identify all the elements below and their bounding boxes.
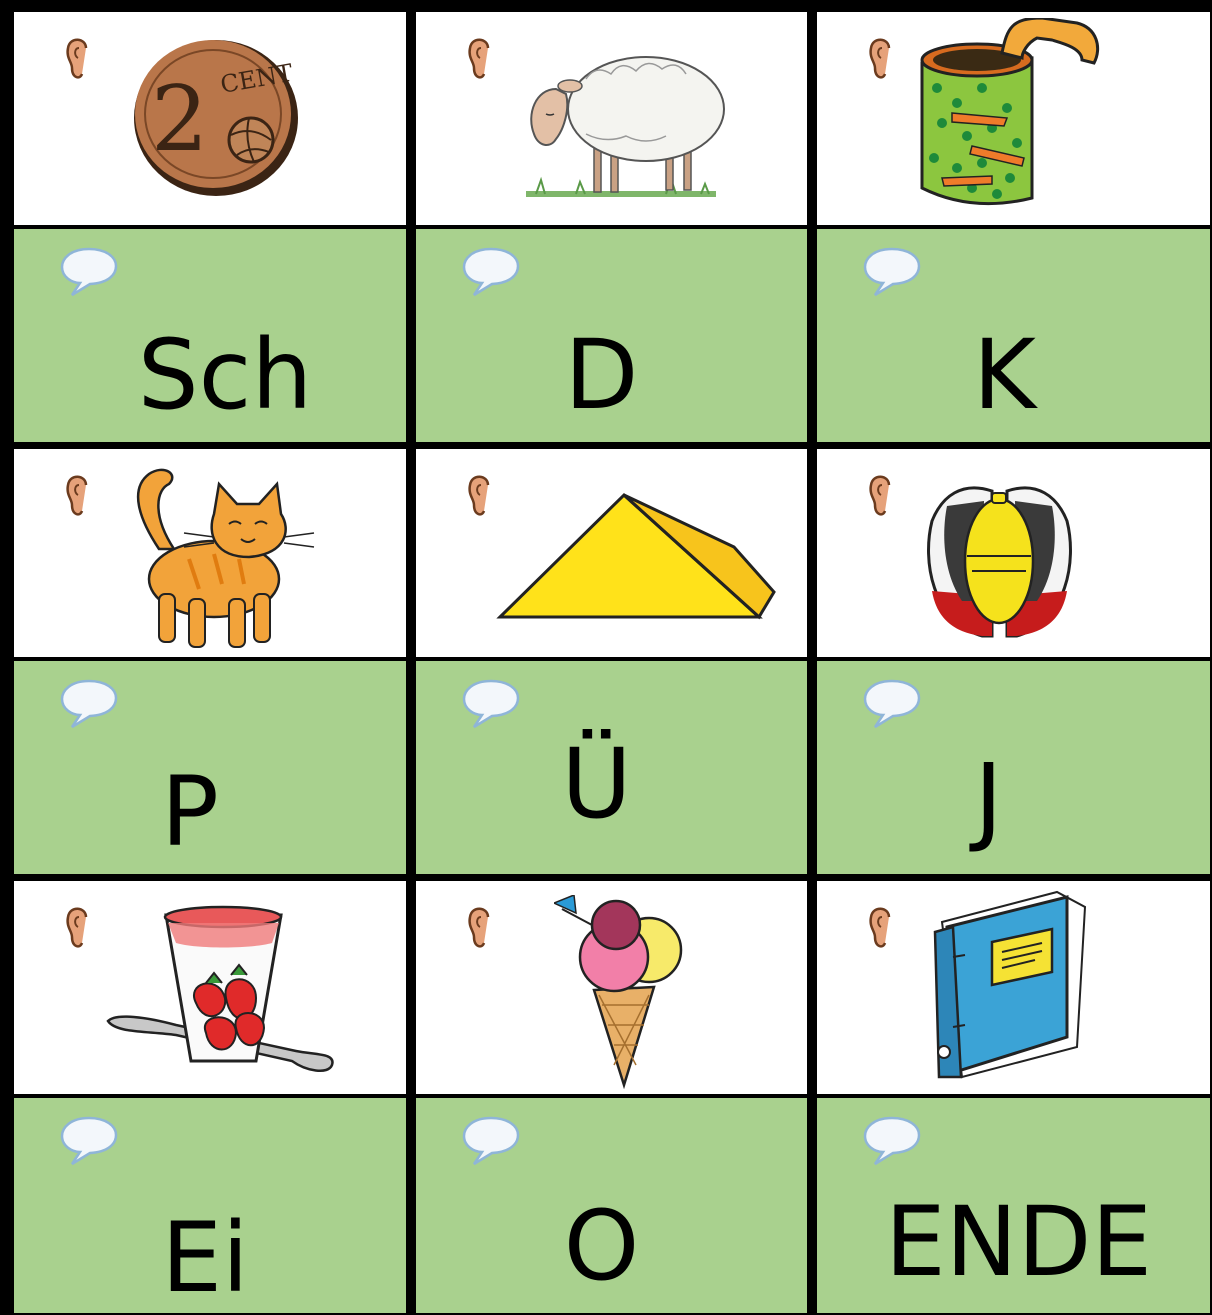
sheep-image xyxy=(516,34,726,204)
coin-2-cent-image xyxy=(129,30,304,200)
letter-card-o xyxy=(416,1098,807,1313)
card-letter: P xyxy=(161,756,219,868)
speech-bubble-icon xyxy=(58,245,120,297)
picture-card-yogurt xyxy=(14,881,406,1094)
letter-card-p xyxy=(14,661,406,874)
svg-text:2: 2 xyxy=(151,67,209,172)
speech-bubble-icon xyxy=(58,1114,120,1166)
speech-bubble-icon xyxy=(861,245,923,297)
ear-icon xyxy=(464,34,494,84)
tent-image xyxy=(494,487,779,627)
letter-card-ei xyxy=(14,1098,406,1313)
ear-icon xyxy=(62,471,92,521)
speech-bubble-icon xyxy=(861,677,923,729)
card-letter: Ü xyxy=(561,728,632,840)
card-letter: K xyxy=(973,319,1036,431)
picture-card-egg xyxy=(817,449,1210,657)
card-letter: ENDE xyxy=(884,1186,1153,1298)
picture-card-folder xyxy=(817,881,1210,1094)
letter-card-d xyxy=(416,229,807,442)
ear-icon xyxy=(865,34,895,84)
card-letter: J xyxy=(974,743,1003,855)
letter-card-ende xyxy=(817,1098,1210,1313)
card-letter: D xyxy=(564,319,639,431)
yogurt-image xyxy=(106,903,336,1073)
cat-image xyxy=(119,459,319,654)
folder-image xyxy=(917,887,1087,1082)
ear-icon xyxy=(62,903,92,953)
picture-card-cat xyxy=(14,449,406,657)
ear-icon xyxy=(464,903,494,953)
ear-icon xyxy=(865,471,895,521)
speech-bubble-icon xyxy=(460,245,522,297)
picture-card-tent xyxy=(416,449,807,657)
can-image xyxy=(912,18,1112,213)
letter-card-k xyxy=(817,229,1210,442)
letter-card-j xyxy=(817,661,1210,874)
card-letter: Ei xyxy=(161,1202,249,1313)
surprise-egg-image xyxy=(912,461,1087,641)
speech-bubble-icon xyxy=(861,1114,923,1166)
card-letter: Sch xyxy=(137,319,313,431)
picture-card-can xyxy=(817,12,1210,225)
ear-icon xyxy=(865,903,895,953)
letter-card-ue xyxy=(416,661,807,874)
picture-card-sheep xyxy=(416,12,807,225)
ice-cream-image xyxy=(554,895,694,1090)
picture-card-icecream xyxy=(416,881,807,1094)
ear-icon xyxy=(62,34,92,84)
speech-bubble-icon xyxy=(460,1114,522,1166)
letter-card-sch xyxy=(14,229,406,442)
picture-card-coin xyxy=(14,12,406,225)
speech-bubble-icon xyxy=(58,677,120,729)
coin-text: CENT xyxy=(218,58,295,99)
card-letter: O xyxy=(563,1190,640,1302)
speech-bubble-icon xyxy=(460,677,522,729)
ear-icon xyxy=(464,471,494,521)
